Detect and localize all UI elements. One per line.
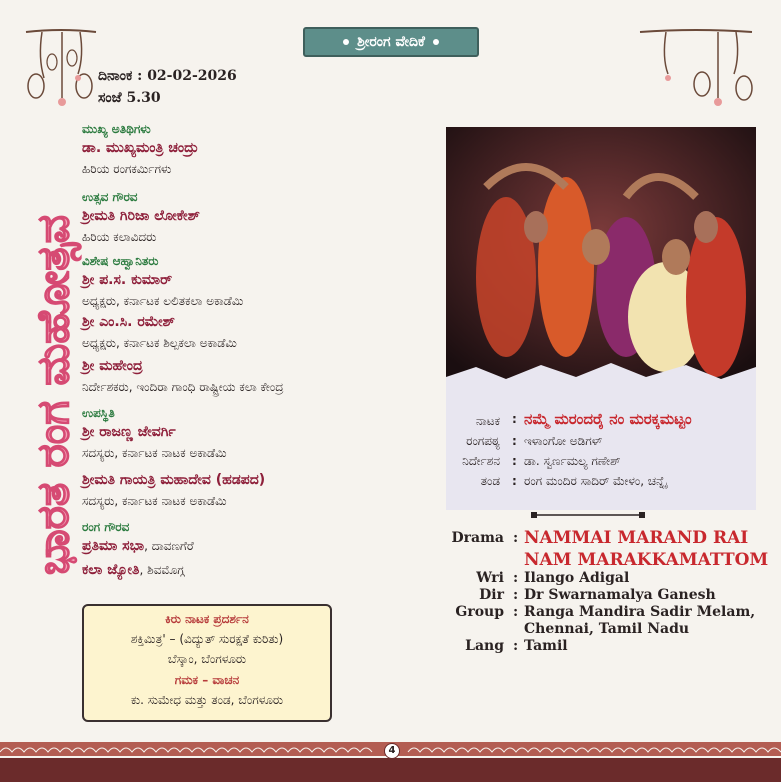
- presence-heading: ಉಪಸ್ಥಿತಿ: [82, 406, 115, 420]
- short-play-group: ಬೆಸ್ಕಾಂ, ಬೆಂಗಳೂರು: [167, 652, 247, 666]
- event-date: ದಿನಾಂಕ : 02-02-2026: [98, 68, 237, 84]
- stage-honour-heading: ರಂಗ ಗೌರವ: [82, 520, 130, 534]
- page-number: 4: [384, 743, 400, 759]
- en-group-colon: :: [513, 604, 519, 620]
- short-play-heading: ಕಿರು ನಾಟಕ ಪ್ರದರ್ಶನ: [165, 612, 249, 626]
- stage-honour-2-name: ಕಲಾ ಜ್ಯೋತಿ: [82, 562, 140, 578]
- kn-play-value: ನಮ್ಮೆ ಮರಂದರೈ ನಂ ಮರಕ್ಕಮಟ್ಟಂ: [524, 410, 692, 428]
- kn-text-colon: :: [512, 434, 517, 448]
- invitee-1-name: ಶ್ರೀ ಪ.ಸ. ಕುಮಾರ್: [82, 272, 173, 288]
- stage-honour-1-name: ಪ್ರತಿಮಾ ಸಭಾ: [82, 538, 145, 554]
- kn-play-colon: :: [512, 412, 517, 426]
- stage-honour-2-place: , ಶಿವಮೊಗ್ಗ: [139, 563, 185, 577]
- en-writer-label: Wri: [476, 570, 504, 586]
- festival-honour-heading: ಉತ್ಸವ ಗೌರವ: [82, 190, 138, 204]
- festival-title-text: ಭಾರತ ರಂಗ ಮಹೋತ್ಸವ: [28, 214, 79, 575]
- hanging-ornament-left-icon: [22, 28, 100, 112]
- kn-text-value: ಇಳಾಂಗೋ ಅಡಿಗಳ್: [524, 434, 603, 448]
- en-lang-colon: :: [513, 638, 519, 654]
- en-lang-value: Tamil: [524, 638, 568, 654]
- en-group-line2: Chennai, Tamil Nadu: [524, 621, 690, 637]
- kn-director-colon: :: [512, 454, 517, 468]
- stage-honour-1-place: , ದಾವಣಗೆರೆ: [144, 539, 194, 553]
- en-director-colon: :: [513, 587, 519, 603]
- presence-1-name: ಶ್ರೀ ರಾಜಣ್ಣ ಜೇವರ್ಗಿ: [82, 424, 176, 440]
- invitee-3-name: ಶ್ರೀ ಮಹೇಂದ್ರ: [82, 358, 143, 374]
- bullet-dot-icon: [433, 39, 439, 45]
- hanging-ornament-right-icon: [636, 28, 756, 112]
- invitee-1-desc: ಅಧ್ಯಕ್ಷರು, ಕರ್ನಾಟಕ ಲಲಿತಕಲಾ ಅಕಾಡೆಮಿ: [82, 294, 244, 308]
- gamaka-group: ಕು. ಸುಮೇಧ ಮತ್ತು ತಂಡ, ಬೆಂಗಳೂರು: [130, 693, 284, 707]
- gamaka-heading: ಗಮಕ – ವಾಚನ: [174, 673, 240, 687]
- kn-group-label: ತಂಡ: [480, 474, 500, 488]
- en-director-label: Dir: [479, 587, 504, 603]
- invitee-2-name: ಶ್ರೀ ಎಂ.ಸಿ. ರಮೇಶ್: [82, 314, 175, 330]
- kn-text-label: ರಂಗಪಠ್ಯ: [466, 434, 500, 448]
- kn-group-value: ರಂಗ ಮಂದಿರ ಸಾದಿರ್ ಮೇಳಂ, ಚನ್ನೈ: [524, 474, 667, 488]
- presence-1-desc: ಸದಸ್ಯರು, ಕರ್ನಾಟಕ ನಾಟಕ ಅಕಾಡೆಮಿ: [82, 446, 227, 460]
- bullet-dot-icon: [343, 39, 349, 45]
- en-director-value: Dr Swarnamalya Ganesh: [524, 587, 716, 603]
- kn-group-colon: :: [512, 474, 517, 488]
- presence-2-desc: ಸದಸ್ಯರು, ಕರ್ನಾಟಕ ನಾಟಕ ಅಕಾಡೆಮಿ: [82, 494, 227, 508]
- en-drama-title-line1: NAMMAI MARAND RAI: [524, 528, 749, 548]
- en-lang-label: Lang: [465, 638, 504, 654]
- en-drama-title-line2: NAM MARAKKAMATTOM: [524, 550, 769, 570]
- special-invitees-heading: ವಿಶೇಷ ಆಹ್ವಾನಿತರು: [82, 254, 159, 268]
- stage-honour-2: [82, 562, 184, 578]
- footer-bar: [0, 758, 781, 782]
- festival-honour-desc: ಹಿರಿಯ ಕಲಾವಿದರು: [82, 230, 157, 244]
- chief-guest-name: ಡಾ. ಮುಖ್ಯಮಂತ್ರಿ ಚಂದ್ರು: [82, 140, 199, 156]
- festival-honour-name: ಶ್ರೀಮತಿ ಗಿರಿಜಾ ಲೋಕೇಶ್: [82, 208, 200, 224]
- invitee-2-desc: ಅಧ್ಯಕ್ಷರು, ಕರ್ನಾಟಕ ಶಿಲ್ಪಕಲಾ ಅಕಾಡೆಮಿ: [82, 336, 237, 350]
- kn-director-value: ಡಾ. ಸ್ವರ್ಣಮಲ್ಯ ಗಣೇಶ್: [524, 454, 621, 468]
- en-writer-colon: :: [513, 570, 519, 586]
- kn-play-label: ನಾಟಕ: [475, 414, 500, 428]
- invitee-3-desc: ನಿರ್ದೇಶಕರು, ಇಂದಿರಾ ಗಾಂಧಿ ರಾಷ್ಟ್ರೀಯ ಕಲಾ ಕೇಂದ್ರ: [82, 380, 284, 394]
- presence-2-name: ಶ್ರೀಮತಿ ಗಾಯತ್ರಿ ಮಹಾದೇವ (ಹಡಪದ): [82, 472, 266, 488]
- short-play-box: [82, 604, 332, 722]
- chief-guest-desc: ಹಿರಿಯ ರಂಗಕರ್ಮಿಗಳು: [82, 162, 172, 176]
- stage-honour-1: [82, 538, 194, 554]
- en-group-line1: Ranga Mandira Sadir Melam,: [524, 604, 756, 620]
- performance-photo: [446, 127, 756, 385]
- en-writer-value: Ilango Adigal: [524, 570, 630, 586]
- short-play-title: ಶಕ್ತಿಮಿತ್ರ' – (ವಿದ್ಯುತ್ ಸುರಕ್ಷತೆ ಕುರಿತು): [130, 632, 284, 646]
- en-drama-colon: :: [513, 530, 519, 546]
- event-time: ಸಂಜೆ 5.30: [98, 90, 161, 106]
- en-drama-label: Drama: [451, 530, 504, 546]
- venue-title: ಶ್ರೀರಂಗ ವೇದಿಕೆ: [357, 34, 425, 50]
- chief-guests-heading: ಮುಖ್ಯ ಅತಿಥಿಗಳು: [82, 122, 151, 136]
- en-group-label: Group: [455, 604, 504, 620]
- kn-director-label: ನಿರ್ದೇಶನ: [462, 454, 500, 468]
- venue-header: [303, 27, 479, 57]
- section-divider: [530, 510, 646, 520]
